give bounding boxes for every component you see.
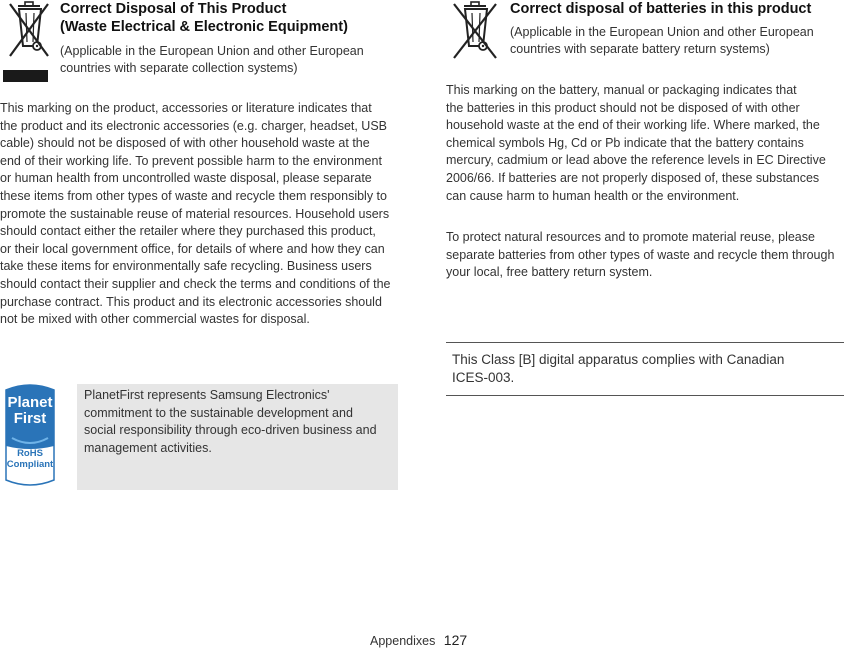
battery-title: Correct disposal of batteries in this product	[510, 1, 812, 17]
weee-title: Correct Disposal of This Product	[60, 1, 287, 17]
planet-first-text: PlanetFirst represents Samsung Electronics' commitment to the sustainable development and social responsibility through eco-driven business and management activities.	[84, 388, 377, 455]
battery-body-2: To protect natural resources and to promote material reuse, please separate batteries from other types of waste and recycle them through your local, free battery return system.	[446, 230, 835, 280]
rohs-line1: RoHS	[17, 448, 43, 459]
planet-first-line2: First	[13, 410, 47, 427]
weee-bin-icon	[4, 0, 52, 64]
battery-bin-icon	[446, 0, 504, 64]
footer	[370, 632, 490, 650]
weee-title-sub: (Waste Electrical & Electronic Equipment)	[60, 19, 348, 35]
weee-subtitle: (Applicable in the European Union and other European countries with separate collection systems)	[60, 44, 364, 75]
planet-first-logo	[0, 384, 60, 488]
weee-black-bar	[3, 70, 48, 82]
footer-section: Appendixes	[370, 634, 436, 648]
planet-first-line1: Planet	[7, 394, 53, 411]
page-number: 127	[443, 632, 468, 648]
ices-compliance-box	[446, 342, 844, 396]
rohs-badge	[0, 448, 60, 470]
battery-body-1: This marking on the battery, manual or packaging indicates that the batteries in this product should not be disposed of with other household waste at the end of their working life. Where marked, the chemical symbols Hg, Cd or Pb indicate that the battery contains mercury, cadmium or lead above the reference levels in EC Directive 2006/66. If batteries are not properly disposed of, these substances can cause harm to human health or the environment.	[446, 83, 826, 203]
battery-subtitle: (Applicable in the European Union and other European countries with separate battery return systems)	[510, 25, 814, 56]
weee-body: This marking on the product, accessories or literature indicates that the product and its electronic accessories (e.g. charger, headset, USB cable) should not be disposed of with other household waste at the end of their working life. To prevent possible harm to the environment or human health from uncontrolled waste disposal, please separate these items from other types of waste and recycle them responsibly to promote the sustainable reuse of material resources. Household users should contact either the retailer where they purchased this product, or their local government office, for details of where and how they can take these items for environmentally safe recycling. Business users should contact their supplier and check the terms and conditions of the purchase contract. This product and its electronic accessories should not be mixed with other commercial wastes for disposal.	[0, 101, 391, 327]
planet-first-label	[0, 395, 60, 427]
rohs-line2: Compliant	[6, 459, 54, 470]
ices-text: This Class [B] digital apparatus complies with Canadian ICES-003.	[452, 352, 785, 385]
planet-first-box	[77, 384, 398, 490]
